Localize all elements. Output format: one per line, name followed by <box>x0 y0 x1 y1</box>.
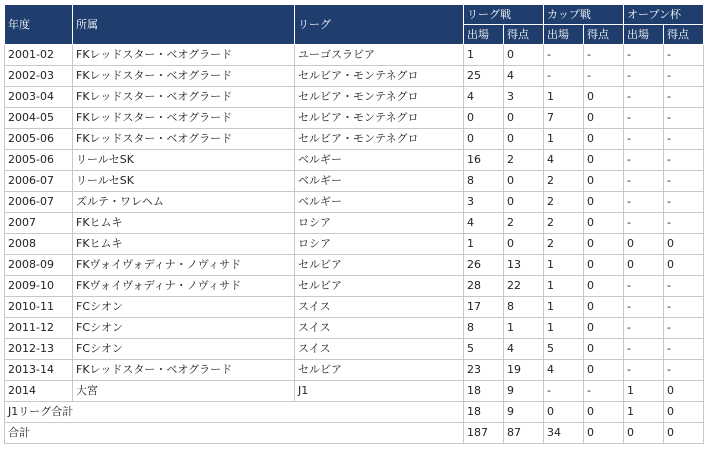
cup-goals-cell: 0 <box>584 171 624 192</box>
club-cell: FKヴォイヴォディナ・ノヴィサド <box>73 255 295 276</box>
club-cell: 大宮 <box>73 381 295 402</box>
header-cup-apps: 出場 <box>544 25 584 45</box>
year-cell: 2006-07 <box>5 192 73 213</box>
cup-apps-cell: - <box>544 381 584 402</box>
league-goals-cell: 22 <box>504 276 544 297</box>
open-goals-cell: 0 <box>664 402 704 423</box>
table-row <box>5 255 704 276</box>
league-cell: セルビア・モンテネグロ <box>295 129 464 150</box>
cup-goals-cell: 0 <box>584 234 624 255</box>
cup-apps-cell: 5 <box>544 339 584 360</box>
cup-apps-cell: 34 <box>544 423 584 444</box>
header-league: リーグ <box>295 5 464 45</box>
league-goals-cell: 2 <box>504 150 544 171</box>
open-apps-cell: - <box>624 360 664 381</box>
league-goals-cell: 4 <box>504 66 544 87</box>
league-apps-cell: 28 <box>464 276 504 297</box>
league-cell: ユーゴスラビア <box>295 45 464 66</box>
cup-goals-cell: 0 <box>584 339 624 360</box>
open-apps-cell: - <box>624 339 664 360</box>
league-cell: ベルギー <box>295 150 464 171</box>
cup-goals-cell: 0 <box>584 360 624 381</box>
league-apps-cell: 26 <box>464 255 504 276</box>
header-year: 年度 <box>5 5 73 45</box>
cup-goals-cell: 0 <box>584 423 624 444</box>
table-row <box>5 108 704 129</box>
open-apps-cell: - <box>624 213 664 234</box>
open-apps-cell: - <box>624 45 664 66</box>
open-apps-cell: - <box>624 192 664 213</box>
year-cell: 2001-02 <box>5 45 73 66</box>
cup-goals-cell: 0 <box>584 87 624 108</box>
club-cell: FKレッドスター・ベオグラード <box>73 360 295 381</box>
total-label: J1リーグ合計 <box>5 402 464 423</box>
table-row <box>5 339 704 360</box>
open-goals-cell: - <box>664 360 704 381</box>
cup-apps-cell: 1 <box>544 318 584 339</box>
grand-total-row <box>5 423 704 444</box>
open-goals-cell: - <box>664 108 704 129</box>
year-cell: 2011-12 <box>5 318 73 339</box>
league-apps-cell: 0 <box>464 108 504 129</box>
club-cell: FCシオン <box>73 297 295 318</box>
header-row-top <box>5 5 704 25</box>
table-row <box>5 171 704 192</box>
cup-apps-cell: - <box>544 66 584 87</box>
header-league-apps: 出場 <box>464 25 504 45</box>
open-goals-cell: - <box>664 192 704 213</box>
league-goals-cell: 9 <box>504 381 544 402</box>
league-cell: J1 <box>295 381 464 402</box>
cup-goals-cell: 0 <box>584 297 624 318</box>
header-open-apps: 出場 <box>624 25 664 45</box>
table-row <box>5 66 704 87</box>
club-cell: リールセSK <box>73 171 295 192</box>
club-cell: FKレッドスター・ベオグラード <box>73 45 295 66</box>
open-goals-cell: - <box>664 66 704 87</box>
header-club: 所属 <box>73 5 295 45</box>
header-league-games: リーグ戦 <box>464 5 544 25</box>
cup-goals-cell: - <box>584 45 624 66</box>
league-apps-cell: 8 <box>464 318 504 339</box>
cup-goals-cell: 0 <box>584 276 624 297</box>
stats-body <box>5 45 704 444</box>
year-cell: 2013-14 <box>5 360 73 381</box>
league-cell: セルビア・モンテネグロ <box>295 66 464 87</box>
league-goals-cell: 13 <box>504 255 544 276</box>
career-stats-table <box>4 4 704 444</box>
year-cell: 2005-06 <box>5 150 73 171</box>
year-cell: 2008 <box>5 234 73 255</box>
open-apps-cell: - <box>624 108 664 129</box>
year-cell: 2014 <box>5 381 73 402</box>
cup-goals-cell: 0 <box>584 150 624 171</box>
open-goals-cell: - <box>664 339 704 360</box>
league-goals-cell: 0 <box>504 108 544 129</box>
club-cell: ズルテ・ワレヘム <box>73 192 295 213</box>
open-goals-cell: - <box>664 318 704 339</box>
table-row <box>5 297 704 318</box>
header-open-cup: オープン杯 <box>624 5 704 25</box>
cup-goals-cell: 0 <box>584 402 624 423</box>
cup-goals-cell: - <box>584 381 624 402</box>
open-apps-cell: - <box>624 276 664 297</box>
club-cell: FKヴォイヴォディナ・ノヴィサド <box>73 276 295 297</box>
league-goals-cell: 0 <box>504 234 544 255</box>
open-goals-cell: - <box>664 276 704 297</box>
league-apps-cell: 5 <box>464 339 504 360</box>
year-cell: 2004-05 <box>5 108 73 129</box>
league-cell: セルビア <box>295 360 464 381</box>
league-apps-cell: 16 <box>464 150 504 171</box>
league-apps-cell: 1 <box>464 45 504 66</box>
league-goals-cell: 0 <box>504 192 544 213</box>
header-league-goals: 得点 <box>504 25 544 45</box>
league-goals-cell: 87 <box>504 423 544 444</box>
year-cell: 2012-13 <box>5 339 73 360</box>
league-cell: ベルギー <box>295 171 464 192</box>
open-apps-cell: 1 <box>624 402 664 423</box>
league-cell: ロシア <box>295 234 464 255</box>
league-apps-cell: 8 <box>464 171 504 192</box>
open-goals-cell: - <box>664 129 704 150</box>
league-apps-cell: 18 <box>464 402 504 423</box>
open-goals-cell: 0 <box>664 255 704 276</box>
cup-apps-cell: 4 <box>544 150 584 171</box>
cup-goals-cell: 0 <box>584 255 624 276</box>
cup-goals-cell: 0 <box>584 192 624 213</box>
table-row <box>5 234 704 255</box>
league-cell: ベルギー <box>295 192 464 213</box>
league-apps-cell: 17 <box>464 297 504 318</box>
league-goals-cell: 1 <box>504 318 544 339</box>
year-cell: 2006-07 <box>5 171 73 192</box>
club-cell: FKレッドスター・ベオグラード <box>73 129 295 150</box>
cup-goals-cell: 0 <box>584 318 624 339</box>
cup-apps-cell: 0 <box>544 402 584 423</box>
open-goals-cell: - <box>664 87 704 108</box>
cup-apps-cell: 2 <box>544 192 584 213</box>
league-apps-cell: 4 <box>464 87 504 108</box>
league-goals-cell: 0 <box>504 45 544 66</box>
league-cell: セルビア <box>295 276 464 297</box>
open-apps-cell: - <box>624 66 664 87</box>
club-cell: FKヒムキ <box>73 213 295 234</box>
open-apps-cell: - <box>624 171 664 192</box>
cup-apps-cell: 2 <box>544 171 584 192</box>
table-row <box>5 213 704 234</box>
table-row <box>5 381 704 402</box>
league-apps-cell: 187 <box>464 423 504 444</box>
table-row <box>5 45 704 66</box>
club-cell: FKレッドスター・ベオグラード <box>73 66 295 87</box>
open-goals-cell: - <box>664 45 704 66</box>
club-cell: FCシオン <box>73 318 295 339</box>
open-goals-cell: - <box>664 150 704 171</box>
open-apps-cell: 0 <box>624 423 664 444</box>
league-cell: スイス <box>295 297 464 318</box>
cup-apps-cell: - <box>544 45 584 66</box>
open-goals-cell: - <box>664 171 704 192</box>
open-apps-cell: - <box>624 87 664 108</box>
league-cell: スイス <box>295 318 464 339</box>
year-cell: 2008-09 <box>5 255 73 276</box>
cup-apps-cell: 1 <box>544 276 584 297</box>
club-cell: FKレッドスター・ベオグラード <box>73 87 295 108</box>
j1-total-row <box>5 402 704 423</box>
open-apps-cell: - <box>624 297 664 318</box>
header-open-goals: 得点 <box>664 25 704 45</box>
league-apps-cell: 0 <box>464 129 504 150</box>
cup-goals-cell: 0 <box>584 108 624 129</box>
open-goals-cell: - <box>664 297 704 318</box>
league-goals-cell: 2 <box>504 213 544 234</box>
year-cell: 2005-06 <box>5 129 73 150</box>
year-cell: 2002-03 <box>5 66 73 87</box>
cup-goals-cell: 0 <box>584 129 624 150</box>
total-label: 合計 <box>5 423 464 444</box>
cup-apps-cell: 1 <box>544 297 584 318</box>
cup-goals-cell: 0 <box>584 213 624 234</box>
cup-apps-cell: 4 <box>544 360 584 381</box>
open-apps-cell: - <box>624 129 664 150</box>
league-goals-cell: 19 <box>504 360 544 381</box>
league-goals-cell: 4 <box>504 339 544 360</box>
open-apps-cell: 0 <box>624 255 664 276</box>
league-cell: スイス <box>295 339 464 360</box>
league-goals-cell: 9 <box>504 402 544 423</box>
league-apps-cell: 25 <box>464 66 504 87</box>
open-goals-cell: 0 <box>664 423 704 444</box>
open-goals-cell: 0 <box>664 381 704 402</box>
league-cell: セルビア <box>295 255 464 276</box>
league-goals-cell: 3 <box>504 87 544 108</box>
club-cell: FCシオン <box>73 339 295 360</box>
cup-apps-cell: 1 <box>544 129 584 150</box>
open-apps-cell: 0 <box>624 234 664 255</box>
league-goals-cell: 0 <box>504 171 544 192</box>
cup-apps-cell: 1 <box>544 87 584 108</box>
league-goals-cell: 8 <box>504 297 544 318</box>
open-goals-cell: 0 <box>664 234 704 255</box>
league-apps-cell: 18 <box>464 381 504 402</box>
header-cup-goals: 得点 <box>584 25 624 45</box>
table-row <box>5 276 704 297</box>
open-goals-cell: - <box>664 213 704 234</box>
open-apps-cell: - <box>624 150 664 171</box>
cup-goals-cell: - <box>584 66 624 87</box>
table-row <box>5 87 704 108</box>
cup-apps-cell: 7 <box>544 108 584 129</box>
table-row <box>5 129 704 150</box>
cup-apps-cell: 2 <box>544 213 584 234</box>
league-apps-cell: 23 <box>464 360 504 381</box>
open-apps-cell: 1 <box>624 381 664 402</box>
year-cell: 2010-11 <box>5 297 73 318</box>
open-apps-cell: - <box>624 318 664 339</box>
club-cell: FKレッドスター・ベオグラード <box>73 108 295 129</box>
table-row <box>5 192 704 213</box>
table-row <box>5 360 704 381</box>
header-cup-games: カップ戦 <box>544 5 624 25</box>
club-cell: リールセSK <box>73 150 295 171</box>
league-cell: セルビア・モンテネグロ <box>295 87 464 108</box>
year-cell: 2003-04 <box>5 87 73 108</box>
league-cell: セルビア・モンテネグロ <box>295 108 464 129</box>
cup-apps-cell: 2 <box>544 234 584 255</box>
league-apps-cell: 3 <box>464 192 504 213</box>
table-row <box>5 318 704 339</box>
cup-apps-cell: 1 <box>544 255 584 276</box>
league-cell: ロシア <box>295 213 464 234</box>
year-cell: 2009-10 <box>5 276 73 297</box>
league-apps-cell: 4 <box>464 213 504 234</box>
year-cell: 2007 <box>5 213 73 234</box>
table-row <box>5 150 704 171</box>
league-goals-cell: 0 <box>504 129 544 150</box>
league-apps-cell: 1 <box>464 234 504 255</box>
club-cell: FKヒムキ <box>73 234 295 255</box>
